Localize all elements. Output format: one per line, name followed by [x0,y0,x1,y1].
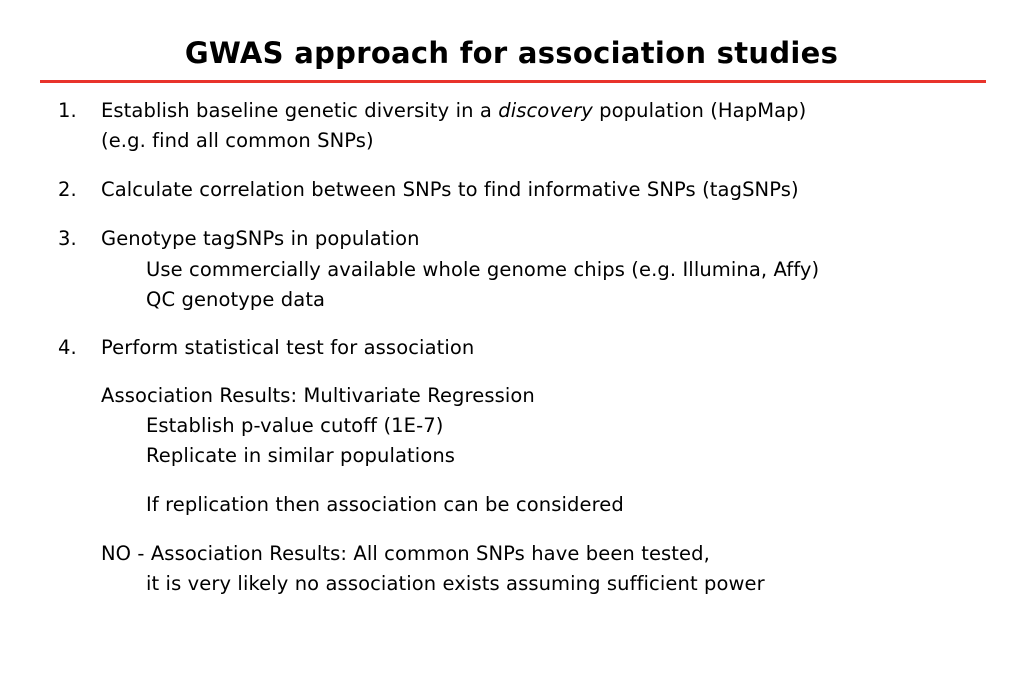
list-item-3-subitem-1: Use commercially available whole genome chips (e.g. Illumina, Affy) [146,258,820,281]
results-heading: Association Results: Multivariate Regression [101,384,535,407]
no-results-heading: NO - Association Results: All common SNPs have been tested, [101,542,710,565]
list-item-1-text-before: Establish baseline genetic diversity in a [101,99,499,122]
replication-note: If replication then association can be considered [146,493,624,516]
list-item-4: Perform statistical test for association [101,336,475,359]
list-item-3-subitem-2: QC genotype data [146,288,326,311]
list-item-1-text-after: population (HapMap) [592,99,807,122]
list-number-3: 3. [58,227,77,250]
list-item-1 [101,95,806,126]
results-subitem-1: Establish p-value cutoff (1E-7) [146,414,444,437]
list-item-1-continuation: (e.g. find all common SNPs) [101,129,374,152]
no-results-continuation: it is very likely no association exists assuming sufficient power [146,572,765,595]
list-number-4: 4. [58,336,77,359]
results-subitem-2: Replicate in similar populations [146,444,456,467]
list-number-2: 2. [58,178,77,201]
title-divider [40,80,986,83]
list-number-1: 1. [58,99,77,122]
list-item-1-emphasis: discovery [498,99,593,122]
list-item-2: Calculate correlation between SNPs to find informative SNPs (tagSNPs) [101,178,799,201]
list-item-3: Genotype tagSNPs in population [101,227,420,250]
slide-title: GWAS approach for association studies [184,36,839,70]
